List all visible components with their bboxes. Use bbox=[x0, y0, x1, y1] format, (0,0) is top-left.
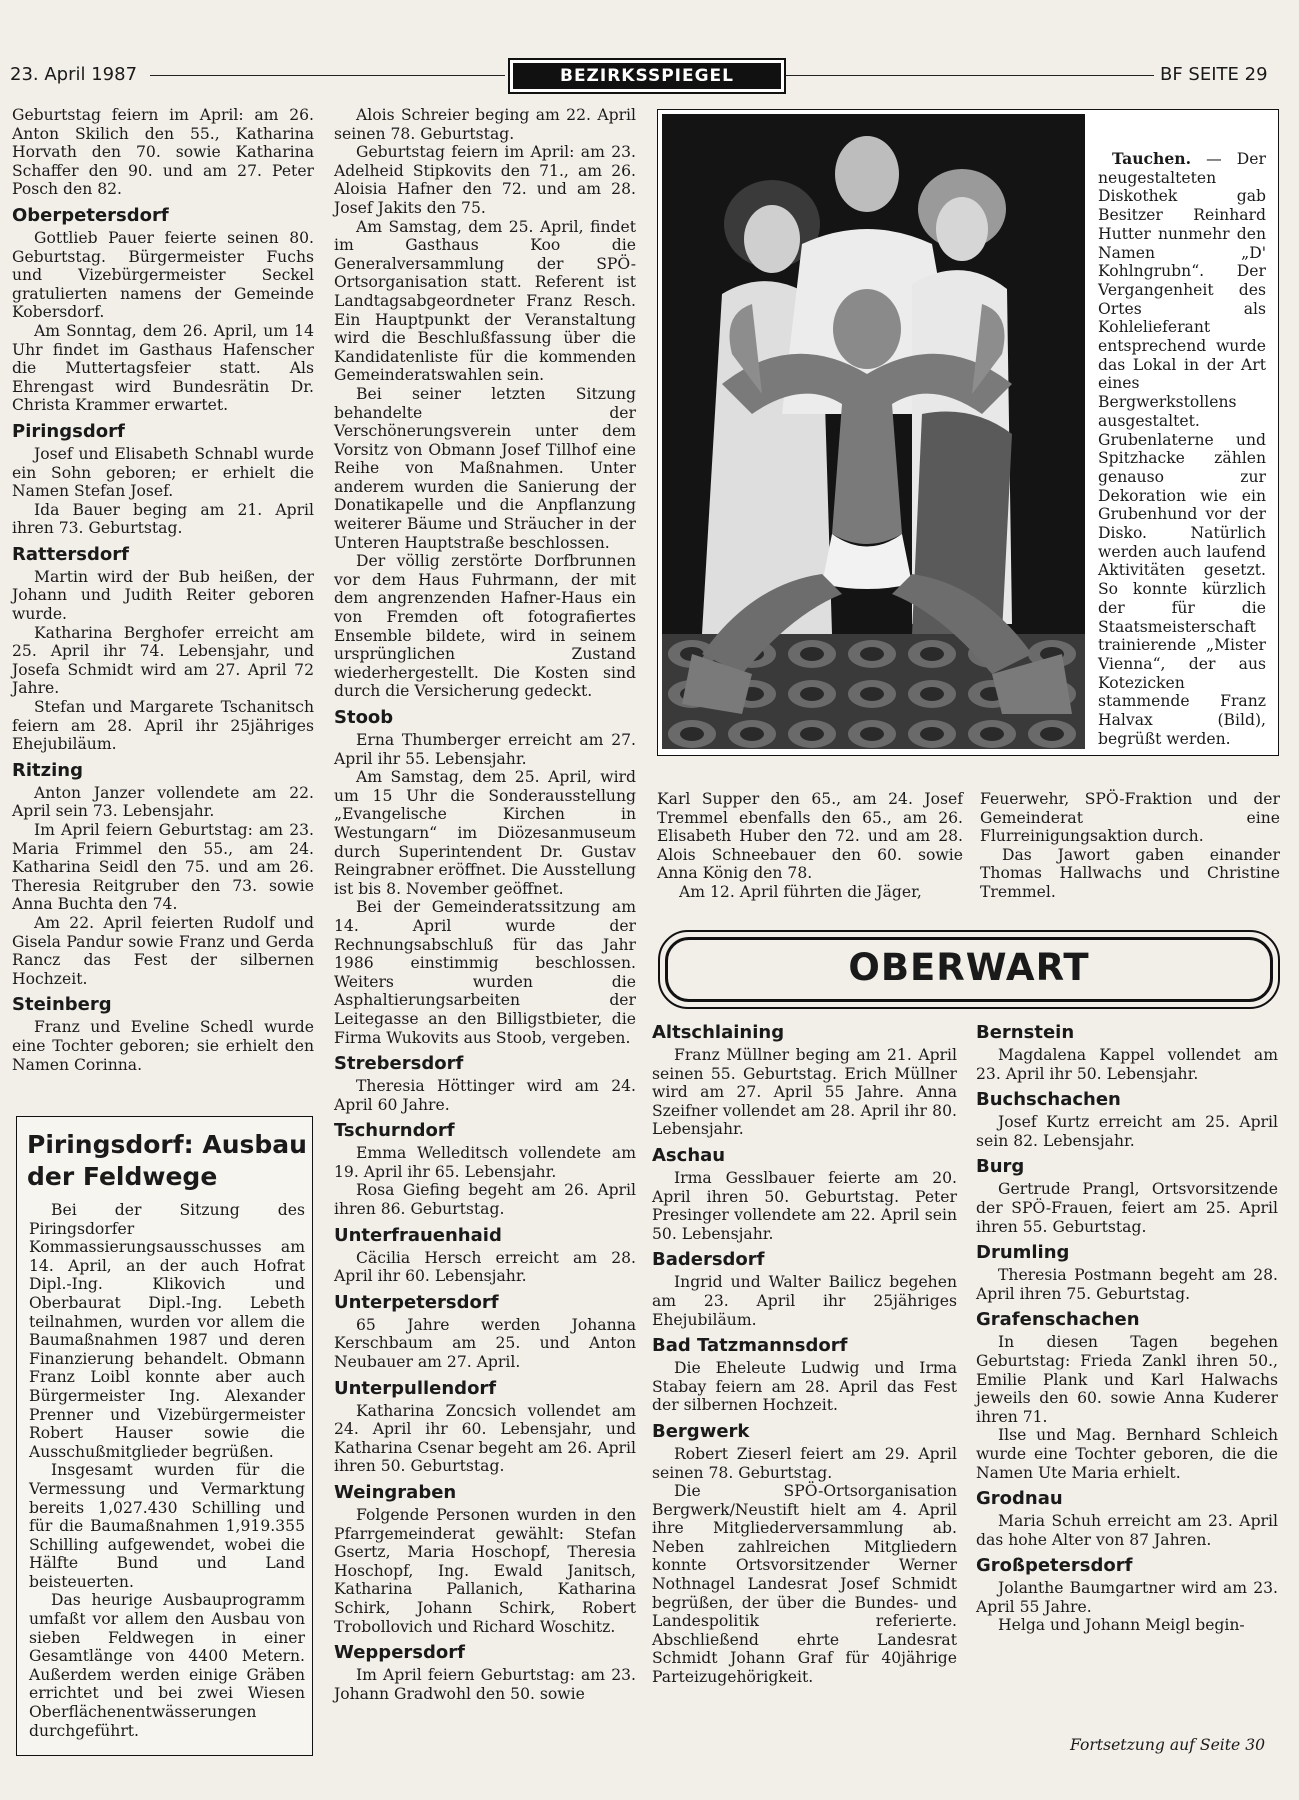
paragraph: Stefan und Margarete Tschanitsch feiern am 28. April ihr 25jähriges Ehejubiläum. bbox=[12, 698, 314, 754]
mid-text-right bbox=[980, 790, 1280, 902]
paragraph: Theresia Postmann begeht am 28. April ihren 75. Geburtstag. bbox=[976, 1266, 1278, 1303]
paragraph: Folgende Personen wurden in den Pfarrgemeinderat gewählt: Stefan Gsertz, Maria Hoschopf, Theresia Hoschopf, Ing. Ewald Janitsch, Katharina Pallanich, Katharina Schirk, Johann Schirk, Robert Trobollovich und Richard Woschitz. bbox=[334, 1506, 636, 1636]
heading-unterfrauenhaid: Unterfrauenhaid bbox=[334, 1224, 502, 1246]
paragraph: Ilse und Mag. Bernhard Schleich wurde eine Tochter geboren, die die Namen Ute Maria erhielt. bbox=[976, 1426, 1278, 1482]
paragraph: Gertrude Prangl, Ortsvorsitzende der SPÖ-Frauen, feiert am 25. April ihren 55. Geburtstag. bbox=[976, 1180, 1278, 1236]
paragraph: Jolanthe Baumgartner wird am 23. April 55 Jahre. bbox=[976, 1579, 1278, 1616]
heading-rattersdorf: Rattersdorf bbox=[12, 543, 129, 565]
paragraph: Cäcilia Hersch erreicht am 28. April ihr 60. Lebensjahr. bbox=[334, 1248, 636, 1286]
paragraph: Am 12. April führten die Jäger, bbox=[679, 882, 922, 901]
paragraph: Geburtstag feiern im April: am 23. Adelheid Stipkovits den 71., am 26. Aloisia Hafner den 72. und am 28. Josef Jakits den 75. bbox=[334, 143, 636, 217]
column-4 bbox=[976, 1016, 1278, 1635]
paragraph: Das heurige Ausbauprogramm umfaßt vor allem den Ausbau von sieben Feldwegen in einer Gesamtlänge von 4400 Metern. Außerdem werden einige Gräben errichtet und bei zwei Wiesen Oberflächenentwässerungen durchgeführt. bbox=[29, 1591, 305, 1740]
page-number: BF SEITE 29 bbox=[1160, 64, 1268, 85]
paragraph: Franz und Eveline Schedl wurde eine Tochter geboren; sie erhielt den Namen Corinna. bbox=[12, 1018, 314, 1074]
paragraph: Josef und Elisabeth Schnabl wurde ein Sohn geboren; er erhielt die Namen Stefan Josef. bbox=[12, 444, 314, 501]
heading-piringsdorf: Piringsdorf bbox=[12, 420, 125, 442]
paragraph: Die Eheleute Ludwig und Irma Stabay feiern am 28. April das Fest der silbernen Hochzeit. bbox=[652, 1359, 957, 1415]
paragraph: Feuerwehr, SPÖ-Fraktion und der Gemeinderat eine Flurreinigungsaktion durch. bbox=[980, 790, 1280, 846]
paragraph: 65 Jahre werden Johanna Kerschbaum am 25. und Anton Neubauer am 27. April. bbox=[334, 1315, 636, 1372]
heading-badersdorf: Badersdorf bbox=[652, 1249, 765, 1271]
feature-body bbox=[29, 1201, 305, 1740]
heading-unterpullendorf: Unterpullendorf bbox=[334, 1377, 497, 1399]
section-title: BEZIRKSSPIEGEL bbox=[513, 63, 781, 89]
feature-article-box bbox=[16, 1116, 313, 1756]
paragraph: Das Jawort gaben einander Thomas Hallwachs und Christine Tremmel. bbox=[980, 845, 1280, 901]
heading-bad-tatzmannsdorf: Bad Tatzmannsdorf bbox=[652, 1335, 848, 1357]
paragraph: Im April feiern Geburtstag: am 23. Maria Frimmel den 55., am 24. Katharina Seidl den 75. und am 26. Theresia Reitgruber den 73. sowie Anna Buchta den 74. bbox=[12, 821, 314, 914]
paragraph: Der völlig zerstörte Dorfbrunnen vor dem Haus Fuhrmann, der mit dem angrenzenden Hafner-Haus ein von Fremden oft fotografiertes Ensemble bildete, wird in seinem ursprünglichen Zustand wiederhergestellt. Die Kosten sind durch die Versicherung gedeckt. bbox=[334, 552, 636, 701]
heading-weppersdorf: Weppersdorf bbox=[334, 1642, 465, 1664]
oberwart-banner bbox=[658, 930, 1280, 1009]
paragraph: Martin wird der Bub heißen, der Johann und Judith Reiter geboren wurde. bbox=[12, 567, 314, 624]
paragraph: Ida Bauer beging am 21. April ihren 73. Geburtstag. bbox=[12, 500, 314, 538]
heading-stoob: Stoob bbox=[334, 707, 394, 728]
column-1 bbox=[12, 106, 314, 1074]
heading-altschlaining: Altschlaining bbox=[652, 1022, 785, 1043]
paragraph: Franz Müllner beging am 21. April seinen 55. Geburtstag. Erich Müllner wird am 27. April 55 Jahre. Anna Szeifner vollendet am 28. April ihr 80. Lebensjahr. bbox=[652, 1046, 957, 1139]
paragraph: Im April feiern Geburtstag: am 23. Johann Gradwohl den 50. sowie bbox=[334, 1666, 636, 1703]
paragraph: Katharina Berghofer erreicht am 25. April ihr 74. Lebensjahr, und Josefa Schmidt wird am 27. April 72 Jahre. bbox=[12, 623, 314, 698]
mid-text-left bbox=[657, 790, 963, 902]
heading-unterpetersdorf: Unterpetersdorf bbox=[334, 1291, 499, 1313]
paragraph: Gottlieb Pauer feierte seinen 80. Geburtstag. Bürgermeister Fuchs und Vizebürgermeister Seckel gratulierten namens der Gemeinde Kobersdorf. bbox=[12, 228, 314, 322]
photo-bodybuilder-disco bbox=[662, 114, 1085, 749]
heading-tschurndorf: Tschurndorf bbox=[334, 1120, 455, 1142]
paragraph: Maria Schuh erreicht am 23. April das hohe Alter von 87 Jahren. bbox=[976, 1512, 1278, 1549]
paragraph: Insgesamt wurden für die Vermessung und Vermarktung bereits 1,027.430 Schilling und für die Baumaßnahmen 1,919.355 Schilling aufgewendet, wobei die Hälfte Bund und Land beisteuerten. bbox=[29, 1461, 305, 1591]
paragraph: Robert Zieserl feiert am 29. April seinen 78. Geburtstag. bbox=[652, 1444, 957, 1482]
heading-drumling: Drumling bbox=[976, 1242, 1070, 1264]
paragraph: Emma Welleditsch vollendete am 19. April ihr 65. Lebensjahr. bbox=[334, 1144, 636, 1181]
paragraph: Geburtstag feiern im April: am 26. Anton Skilich den 55., Katharina Horvath den 70. sowie Katharina Schaffer den 90. und am 27. Peter Posch den 82. bbox=[12, 106, 314, 199]
paragraph: Bei der Sitzung des Piringsdorfer Kommassierungsausschusses am 14. April, an der auch Hofrat Dipl.-Ing. Klikovich und Oberbaurat Dipl.-Ing. Lebeth teilnahmen, wurden vor allem die Baumaßnahmen 1987 und deren Finanzierung behandelt. Obmann Franz Loibl konnte aber auch Bürgermeister Ing. Alexander Prenner und Vizebürgermeister Robert Hauser sowie die Ausschußmitglieder begrüßen. bbox=[29, 1201, 305, 1461]
heading-grodnau: Grodnau bbox=[976, 1488, 1063, 1510]
paragraph: Bei seiner letzten Sitzung behandelte der Verschönerungsverein unter dem Vorsitz von Obmann Josef Tillhof eine Reihe von Maßnahmen. Unter anderem wurden die Sanierung der Donatikapelle und die Anpflanzung weiterer Bäume und Sträucher in der Unteren Hauptstraße beschlossen. bbox=[334, 384, 636, 552]
column-2 bbox=[334, 106, 636, 1703]
paragraph: Irma Gesslbauer feierte am 20. April ihren 50. Geburtstag. Peter Presinger vollendete am 22. April sein 50. Lebensjahr. bbox=[652, 1168, 957, 1243]
paragraph: Die SPÖ-Ortsorganisation Bergwerk/Neustift hielt am 4. April ihre Mitgliederversammlung ab. Neben zahlreichen Mitgliedern konnte Ortsvorsitzender Werner Nothnagel Landesrat Josef Schmidt begrüßen, der über die Bundes- und Landespolitik referierte. Abschließend ehrte Landesrat Schmidt Johann Graf für 40jährige Parteizugehörigkeit. bbox=[652, 1482, 957, 1687]
photo-box bbox=[657, 109, 1279, 756]
paragraph: Am Samstag, dem 25. April, findet im Gasthaus Koo die Generalversammlung der SPÖ-Ortsorganisation statt. Referent ist Landtagsabgeordneter Franz Resch. Ein Hauptpunkt der Veranstaltung wird die Beschlußfassung über die Kandidatenliste für die kommenden Gemeinderatswahlen sein. bbox=[334, 217, 636, 385]
oberwart-banner-title: OBERWART bbox=[665, 937, 1273, 1002]
heading-buchschachen: Buchschachen bbox=[976, 1089, 1121, 1111]
photo-caption bbox=[1098, 150, 1266, 749]
paragraph: Theresia Höttinger wird am 24. April 60 Jahre. bbox=[334, 1077, 636, 1114]
header-rule-left bbox=[150, 75, 505, 76]
paragraph: Am Samstag, dem 25. April, wird um 15 Uhr die Sonderausstellung „Evangelische Kirchen in Westungarn“ im Diözesanmuseum durch Superintendent Dr. Gustav Reingrabner eröffnet. Die Ausstellung ist bis 8. November geöffnet. bbox=[334, 768, 636, 898]
heading-aschau: Aschau bbox=[652, 1144, 726, 1166]
heading-steinberg: Steinberg bbox=[12, 994, 112, 1016]
paragraph: Rosa Giefing begeht am 26. April ihren 86. Geburtstag. bbox=[334, 1181, 636, 1219]
paragraph: Ingrid und Walter Bailicz begehen am 23. April ihr 25jähriges Ehejubiläum. bbox=[652, 1273, 957, 1329]
issue-date: 23. April 1987 bbox=[10, 64, 138, 85]
header-rule-right bbox=[786, 75, 1154, 76]
paragraph: Josef Kurtz erreicht am 25. April sein 82. Lebensjahr. bbox=[976, 1113, 1278, 1150]
paragraph: Karl Supper den 65., am 24. Josef Tremmel ebenfalls den 65., am 26. Elisabeth Huber den 72. und am 28. Alois Schneebauer den 60. sowie Anna König den 78. bbox=[657, 790, 963, 883]
heading-burg: Burg bbox=[976, 1156, 1025, 1178]
paragraph: Am 22. April feierten Rudolf und Gisela Pandur sowie Franz und Gerda Rancz das Fest der silbernen Hochzeit. bbox=[12, 913, 314, 988]
section-title-box bbox=[508, 58, 786, 94]
caption-text: — Der neugestalteten Diskothek gab Besitzer Reinhard Hutter nunmehr den Namen „D' Kohlngrubn“. Der Vergangenheit des Ortes als Kohlelieferant entsprechend wurde das Lokal in der Art eines Bergwerkstollens ausgestaltet. Grubenlaterne und Spitzhacke zählen genauso zur Dekoration wie ein Grubenhund vor der Disko. Natürlich werden auch laufend Aktivitäten gesetzt. So konnte kürzlich der für die Staatsmeisterschaft trainierende „Mister Vienna“, der aus Kotezicken stammende Franz Halvax (Bild), begrüßt werden. bbox=[1098, 150, 1266, 748]
heading-grosspetersdorf: Großpetersdorf bbox=[976, 1555, 1133, 1577]
heading-bernstein: Bernstein bbox=[976, 1022, 1075, 1043]
paragraph: Erna Thumberger erreicht am 27. April ihr 55. Lebensjahr. bbox=[334, 731, 636, 768]
heading-strebersdorf: Strebersdorf bbox=[334, 1053, 464, 1075]
paragraph: Katharina Zoncsich vollendet am 24. April ihr 60. Lebensjahr, und Katharina Csenar begeht am 26. April ihren 50. Geburtstag. bbox=[334, 1401, 636, 1476]
paragraph: In diesen Tagen begehen Geburtstag: Frieda Zankl ihren 50., Emilie Plank und Karl Halwachs jeweils den 60. sowie Anna Kuderer ihren 71. bbox=[976, 1333, 1278, 1426]
continued-note: Fortsetzung auf Seite 30 bbox=[1070, 1736, 1266, 1754]
heading-ritzing: Ritzing bbox=[12, 759, 83, 781]
heading-oberpetersdorf: Oberpetersdorf bbox=[12, 204, 169, 226]
paragraph: Bei der Gemeinderatssitzung am 14. April wurde der Rechnungsabschluß für das Jahr 1986 einstimmig beschlossen. Weiters wurden die Asphaltierungsarbeiten der Leitegasse an den Billigstbieter, die Firma Wukovits aus Stoob, vergeben. bbox=[334, 898, 636, 1047]
paragraph: Magdalena Kappel vollendet am 23. April ihr 50. Lebensjahr. bbox=[976, 1046, 1278, 1083]
heading-grafenschachen: Grafenschachen bbox=[976, 1309, 1140, 1331]
paragraph: Anton Janzer vollendete am 22. April sein 73. Lebensjahr. bbox=[12, 783, 314, 821]
feature-title: Piringsdorf: Ausbau der Feldwege bbox=[27, 1130, 307, 1191]
paragraph: Alois Schreier beging am 22. April seinen 78. Geburtstag. bbox=[334, 106, 636, 143]
paragraph: Helga und Johann Meigl begin- bbox=[998, 1616, 1245, 1635]
heading-bergwerk: Bergwerk bbox=[652, 1420, 750, 1442]
heading-weingraben: Weingraben bbox=[334, 1482, 457, 1503]
column-3 bbox=[652, 1016, 957, 1687]
caption-lead: Tauchen. bbox=[1112, 149, 1192, 168]
paragraph: Am Sonntag, dem 26. April, um 14 Uhr findet im Gasthaus Hafenscher die Muttertagsfeier statt. Als Ehrengast wird Bundesrätin Dr. Christa Krammer erwartet. bbox=[12, 321, 314, 415]
